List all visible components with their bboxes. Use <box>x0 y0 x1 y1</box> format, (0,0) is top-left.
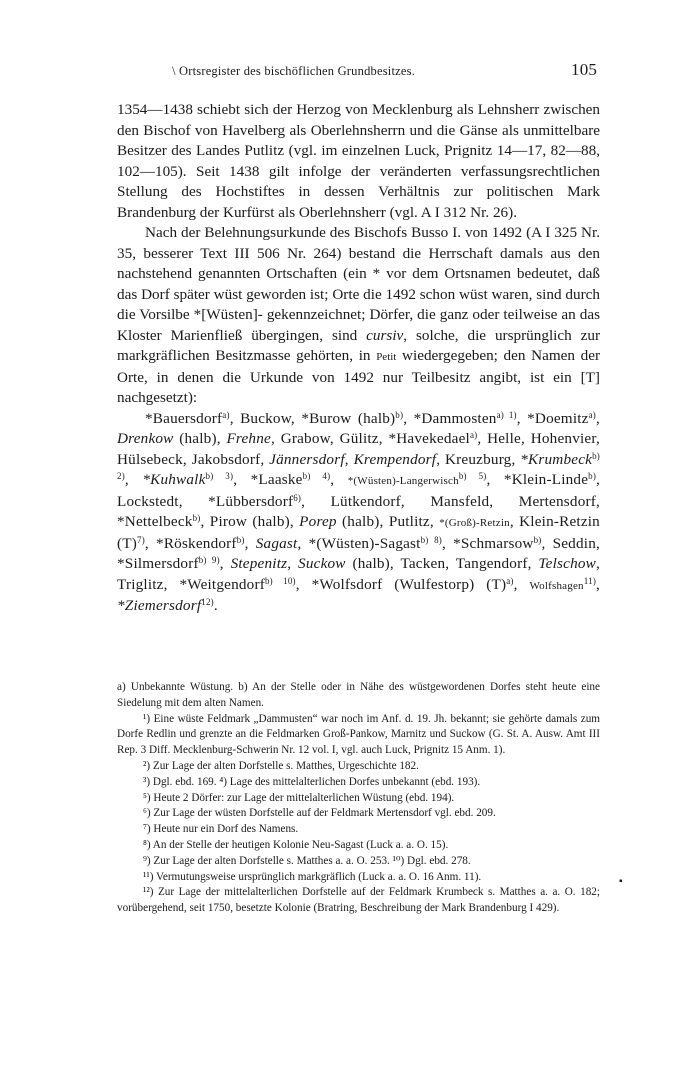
place-separator: , <box>329 430 340 447</box>
footnote-8: ⁸) An der Stelle der heutigen Kolonie Neu-Sagast (Luck a. a. O. 15). <box>143 838 449 851</box>
place-separator: , <box>163 575 180 593</box>
footnote-7: ⁷) Heute nur ein Dorf des Namens. <box>143 823 299 836</box>
place-separator: , <box>270 430 281 447</box>
footnote-ref: b) <box>236 534 245 545</box>
footnote-ref: b) 5) <box>458 471 487 481</box>
place-separator: , <box>596 492 601 510</box>
place-name: Stepenitz <box>230 555 288 572</box>
place-separator: , <box>219 555 231 572</box>
place-separator: (halb), <box>247 513 300 530</box>
place-separator: , <box>596 430 600 447</box>
place-name: Kreuzburg <box>445 450 512 468</box>
footnote-ref: b) <box>395 409 404 420</box>
place-name: Krempendorf <box>353 450 437 468</box>
place-separator: , <box>330 471 348 488</box>
place-separator: , <box>287 555 299 572</box>
place-name: Helle <box>487 430 521 447</box>
place-separator: . <box>213 597 218 614</box>
place-name: Hülsebeck <box>117 450 183 468</box>
running-header <box>0 60 700 84</box>
place-name: Jännersdorf <box>269 450 345 468</box>
footnote-ref: b) 9) <box>198 555 220 565</box>
place-name: Pirow <box>209 513 248 530</box>
place-name: Grabow <box>280 430 330 447</box>
place-name: *Klein-Linde <box>503 471 589 488</box>
place-name: *Laaske <box>250 471 303 488</box>
running-title: \ Ortsregister des bischöflichen Grundbesitzes. <box>172 64 416 78</box>
footnote-ref: a) 1) <box>496 409 517 420</box>
footnote-ref: b) 10) <box>264 575 296 586</box>
place-separator: , <box>400 492 431 510</box>
footnote-ref: 12) <box>201 597 214 607</box>
place-name: Suckow <box>298 555 346 572</box>
place-separator: , <box>513 575 530 593</box>
footnote-5: ⁵) Heute 2 Dörfer: zur Lage der mittelalterlichen Wüstung (ebd. 194). <box>143 791 455 804</box>
place-name: Mertensdorf <box>518 492 597 510</box>
place-name: Wolfshagen <box>529 579 584 592</box>
place-separator: , <box>297 534 309 552</box>
cursiv-word: cursiv <box>366 326 404 344</box>
footnote-3-4: ³) Dgl. ebd. 169. ⁴) Lage des mittelalterlichen Dorfes unbekannt (ebd. 193). <box>143 775 481 788</box>
place-name: *Silmersdorf <box>117 555 199 572</box>
place-name: Tangendorf <box>455 555 528 572</box>
place-separator: , <box>378 430 389 447</box>
main-text <box>117 100 600 617</box>
place-name: *Doemitz <box>527 409 589 427</box>
place-name: Gülitz <box>339 430 379 447</box>
place-separator: , <box>233 471 251 488</box>
place-separator: , <box>596 575 601 593</box>
place-separator: , <box>229 409 241 427</box>
place-name: *Kuhwalk <box>142 471 206 488</box>
place-name: *(Wüsten)-Sagast <box>308 534 421 552</box>
place-name: Frehne <box>226 430 271 447</box>
footnote-ref: b) 4) <box>302 471 331 481</box>
place-separator: , <box>509 513 520 530</box>
place-name: *Havekedael <box>388 430 470 447</box>
place-separator: , <box>260 450 270 468</box>
place-separator: (halb), <box>345 555 401 572</box>
place-name: *Dammosten <box>413 409 497 427</box>
footnote-ref: 11) <box>583 575 597 586</box>
place-name: *(Groß)-Retzin <box>439 517 510 529</box>
footnote-ref: a) <box>506 575 514 586</box>
footnote-ref: a) <box>469 430 478 440</box>
place-name: Sagast <box>255 534 298 552</box>
place-separator: (halb), <box>173 430 227 447</box>
place-separator: , <box>516 409 528 427</box>
footnote-ref: b) 8) <box>420 534 442 545</box>
place-separator: , <box>596 471 601 488</box>
place-name: *Bauersdorf <box>145 409 223 427</box>
place-separator: , <box>182 450 192 468</box>
place-separator: , <box>520 430 531 447</box>
footnote-9-10: ⁹) Zur Lage der alten Dorfstelle s. Matthes a. a. O. 253. ¹⁰) Dgl. ebd. 278. <box>143 854 471 867</box>
place-name: Porep <box>299 513 337 530</box>
place-separator: , <box>489 492 519 510</box>
place-separator: , <box>429 513 440 530</box>
footnote-11: ¹¹) Vermutungsweise ursprünglich markgräflich (Luck a. a. O. 16 Anm. 11). <box>143 870 482 883</box>
place-separator: , <box>200 513 210 530</box>
paragraph-2-text-b: , solche, die ursprünglich zur markgräflichen Besitzmasse gehörten, in <box>117 326 601 364</box>
petit-word: Petit <box>376 351 397 363</box>
place-separator: , <box>295 575 312 593</box>
footnote-ref: a) <box>588 409 597 420</box>
footnote-ref: 7) <box>137 534 145 545</box>
place-name: Seddin <box>552 534 596 552</box>
place-name: Klein-Retzin (T) <box>117 513 600 552</box>
footnote-6: ⁶) Zur Lage der wüsten Dorfstelle auf der Feldmark Mertensdorf vgl. ebd. 209. <box>143 807 496 820</box>
footnote-ref: b) <box>533 534 542 545</box>
place-name: Tacken <box>400 555 446 572</box>
place-separator: , <box>477 430 488 447</box>
place-name: Lütkendorf <box>330 492 401 510</box>
footnote-ref: a) <box>222 409 230 420</box>
place-name: Putlitz <box>388 513 430 530</box>
place-separator: , <box>445 555 456 572</box>
place-name: *Lübbersdorf <box>208 492 294 510</box>
place-separator: , <box>301 492 331 510</box>
place-name: Telschow <box>538 555 596 572</box>
place-separator: , <box>596 409 601 427</box>
paragraph-2-text-a: Nach der Belehnungsurkunde des Bischofs Busso I. von 1492 (A I 325 Nr. 35, besserer Text III 506 Nr. 264) bestand die Herrschaft damals aus den nachstehend genannten Ortschaften (ein * vor dem Ortsnamen bedeutet, daß das Dorf später wüst geworden ist; Orte die 1492 schon wüst waren, sind durch die Vorsilbe *[Wüsten]- gekennzeichnet; Dörfer, die ganz oder teilweise an das Kloster Marienfließ übergingen, sind <box>117 224 600 344</box>
place-name: *Krumbeck <box>520 450 593 468</box>
paragraph-2-text-c: wiedergegeben; den Namen der Orte, in denen die Urkunde von 1492 nur Teilbesitz angibt, ist ein [T] nachgesetzt): <box>117 347 601 406</box>
paragraph-1: 1354—1438 schiebt sich der Herzog von Mecklenburg als Lehnsherr zwischen den Bischof von Havelberg als Oberlehnsherrn und die Gänse als unmittelbare Besitzer des Landes Putlitz (vgl. im einzelnen Luck, Prignitz 14—17, 82—88, 102—105). Seit 1438 gilt infolge der veränderten verfassungsrechtlichen Stellung des Hochstiftes in dessen Verhältnis zur politischen Mark Brandenburg der Kurfürst als Oberlehnsherr (vgl. A I 312 Nr. 26). <box>117 101 600 221</box>
footnote-ref: 6) <box>293 492 302 503</box>
place-name: *Röskendorf <box>156 534 237 552</box>
place-separator: , <box>436 450 445 468</box>
place-separator: , <box>244 534 256 552</box>
place-separator: (halb), <box>336 513 389 530</box>
place-name: *Ziemersdorf <box>117 597 202 614</box>
place-name: *Weitgendorf <box>179 575 265 593</box>
place-separator: , <box>344 450 354 468</box>
place-separator: , <box>403 409 414 427</box>
footnotes <box>117 680 600 917</box>
place-name: Jakobsdorf <box>191 450 261 468</box>
footnote-ref: b) <box>192 513 201 523</box>
paragraph-2 <box>117 223 600 409</box>
place-name: Buckow <box>240 409 291 427</box>
place-name: Lockstedt <box>117 492 179 510</box>
place-name: *Schmarsow <box>453 534 534 552</box>
place-name: *Nettelbeck <box>117 513 193 530</box>
place-name: Drenkow <box>117 430 174 447</box>
place-separator: , <box>595 534 600 552</box>
margin-dot: ▪ <box>619 876 623 887</box>
footnote-letters: a) Unbekannte Wüstung. b) An der Stelle oder in Nähe des wüstgewordenen Dorfes steht heute eine Siedelung mit dem alten Namen. <box>117 681 600 709</box>
place-separator: , <box>441 534 454 552</box>
footnote-12: ¹²) Zur Lage der mittelalterlichen Dorfstelle auf der Feldmark Krumbeck s. Matthes a. a. O. 182; vorübergehend, seit 1750, besetzte Kolonie (Bratring, Beschreibung der Mark Brandenburg I 429). <box>117 886 600 915</box>
place-name: Triglitz <box>117 575 164 593</box>
place-separator: , <box>596 555 600 572</box>
footnote-ref: b) 2) <box>117 450 600 481</box>
place-separator: , <box>511 450 521 468</box>
footnote-2: ²) Zur Lage der alten Dorfstelle s. Matthes, Urgeschichte 182. <box>143 759 419 772</box>
place-separator: , <box>178 492 209 510</box>
footnote-1: ¹) Eine wüste Feldmark „Dammusten“ war noch im Anf. d. 19. Jh. bekannt; sie gehörte damals zum Dorfe Redlin und grenzte an die Feldmarken Groß-Pankow, Marnitz und Suckow (G. St. A. Ausw. Amt III Rep. 3 Diff. Mecklenburg-Schwerin Nr. 12 vol. I, vgl. auch Luck, Prignitz 15 Anm. 1). <box>117 712 600 757</box>
place-separator: , <box>541 534 553 552</box>
place-name: Hohenvier <box>530 430 596 447</box>
place-list <box>117 409 600 617</box>
place-separator: , <box>290 409 302 427</box>
place-separator: , <box>486 471 504 488</box>
place-separator: , <box>144 534 157 552</box>
place-name: Mansfeld <box>430 492 490 510</box>
footnote-ref: b) 3) <box>205 471 234 481</box>
place-name: *(Wüsten)-Langerwisch <box>347 475 459 487</box>
place-name: *Wolfsdorf (Wulfestorp) (T) <box>311 575 507 593</box>
place-separator: , <box>527 555 539 572</box>
place-name: *Burow (halb) <box>301 409 396 427</box>
footnote-ref: b) <box>588 471 597 481</box>
place-separator: , <box>124 471 143 488</box>
page-number: 105 <box>571 60 598 79</box>
